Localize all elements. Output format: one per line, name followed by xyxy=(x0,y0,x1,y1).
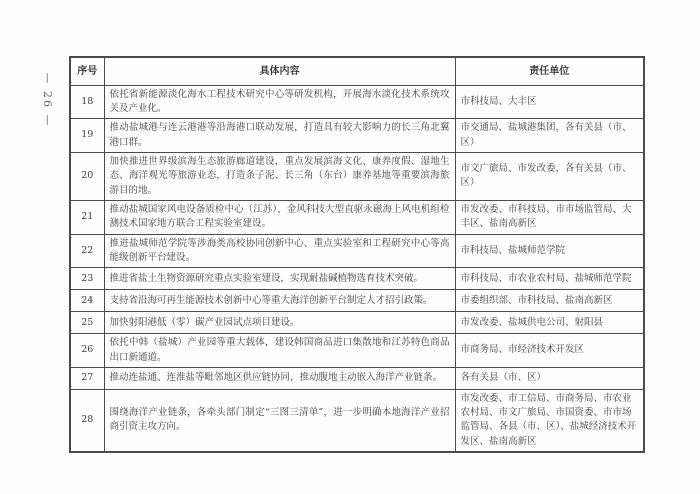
table-row xyxy=(70,389,644,452)
table-row xyxy=(70,153,644,201)
row-content-cell: 支持省沿海可再生能源技术创新中心等重大海洋创新平台制定人才招引政策。 xyxy=(104,290,455,312)
row-responsible-unit-cell: 市发改委、市科技局、市市场监管局、大丰区、盐南高新区 xyxy=(455,200,644,234)
row-responsible-unit-cell: 市交通局、盐城港集团，各有关县（市、区） xyxy=(455,119,644,153)
row-number-cell: 20 xyxy=(70,153,104,201)
table-row xyxy=(70,367,644,389)
row-number-cell: 21 xyxy=(70,200,104,234)
row-content-cell: 依托省新能源淡化海水工程技术研究中心等研发机构，开展海水淡化技术系统攻关及产业化。 xyxy=(104,85,455,119)
table-row xyxy=(70,200,644,234)
header-cell-content: 具体内容 xyxy=(104,57,455,85)
row-responsible-unit-cell: 市科技局、市农业农村局、盐城师范学院 xyxy=(455,268,644,290)
row-number-cell: 24 xyxy=(70,290,104,312)
table-header-row xyxy=(70,57,644,85)
row-number-cell: 28 xyxy=(70,389,104,452)
row-responsible-unit-cell: 市商务局、市经济技术开发区 xyxy=(455,334,644,368)
row-number-cell: 27 xyxy=(70,367,104,389)
row-content-cell: 推动连盐通、连淮盐等毗邻地区供应链协同，推动腹地主动嵌入海洋产业链条。 xyxy=(104,367,455,389)
row-content-cell: 围绕海洋产业链条，各牵头部门制定“三图三清单”，进一步明确本地海洋产业招商引资主攻方向。 xyxy=(104,389,455,452)
header-cell-number: 序号 xyxy=(70,57,104,85)
row-number-cell: 19 xyxy=(70,119,104,153)
row-responsible-unit-cell: 市文广旅局、市发改委，各有关县（市、区） xyxy=(455,153,644,201)
table-row xyxy=(70,85,644,119)
row-number-cell: 22 xyxy=(70,234,104,268)
table-row xyxy=(70,290,644,312)
row-responsible-unit-cell: 市科技局、盐城师范学院 xyxy=(455,234,644,268)
task-table xyxy=(69,56,645,453)
header-cell-unit: 责任单位 xyxy=(455,57,644,85)
row-responsible-unit-cell: 市科技局、大丰区 xyxy=(455,85,644,119)
row-responsible-unit-cell: 市发改委、盐城供电公司、射阳县 xyxy=(455,312,644,334)
row-content-cell: 依托中韩（盐城）产业园等重大载体，建设韩国商品进口集散地和江苏特色商品出口新通道。 xyxy=(104,334,455,368)
row-number-cell: 25 xyxy=(70,312,104,334)
row-content-cell: 推动盐城国家风电设备质检中心（江苏）、金风科技大型直驱永磁海上风电机组检测技术国家地方联合工程实验室建设。 xyxy=(104,200,455,234)
row-number-cell: 18 xyxy=(70,85,104,119)
row-number-cell: 23 xyxy=(70,268,104,290)
row-content-cell: 推进省盐土生物资源研究重点实验室建设，实现耐盐碱植物选育技术突破。 xyxy=(104,268,455,290)
table-row xyxy=(70,312,644,334)
row-responsible-unit-cell: 市发改委、市工信局、市商务局、市农业农村局、市文广旅局、市国资委、市市场监管局、各县（市、区）、盐城经济技术开发区、盐南高新区 xyxy=(455,389,644,452)
table-row xyxy=(70,234,644,268)
page-number: — 26 — xyxy=(41,72,54,128)
row-responsible-unit-cell: 各有关县（市、区） xyxy=(455,367,644,389)
row-content-cell: 加快射阳港低（零）碳产业园试点项目建设。 xyxy=(104,312,455,334)
row-responsible-unit-cell: 市委组织部、市科技局、盐南高新区 xyxy=(455,290,644,312)
table-body xyxy=(70,85,644,452)
row-content-cell: 加快推进世界级滨海生态旅游廊道建设，重点发展滨海文化、康养度假、湿地生态、海洋观光等旅游业态，打造条子泥、长三角（东台）康养基地等重要滨海旅游目的地。 xyxy=(104,153,455,201)
table-row xyxy=(70,334,644,368)
row-content-cell: 推进盐城师范学院等涉海类高校协同创新中心、重点实验室和工程研究中心等高能级创新平台建设。 xyxy=(104,234,455,268)
row-number-cell: 26 xyxy=(70,334,104,368)
table-row xyxy=(70,268,644,290)
row-content-cell: 推动盐城港与连云港港等沿海港口联动发展，打造具有较大影响力的长三角北翼港口群。 xyxy=(104,119,455,153)
table-row xyxy=(70,119,644,153)
